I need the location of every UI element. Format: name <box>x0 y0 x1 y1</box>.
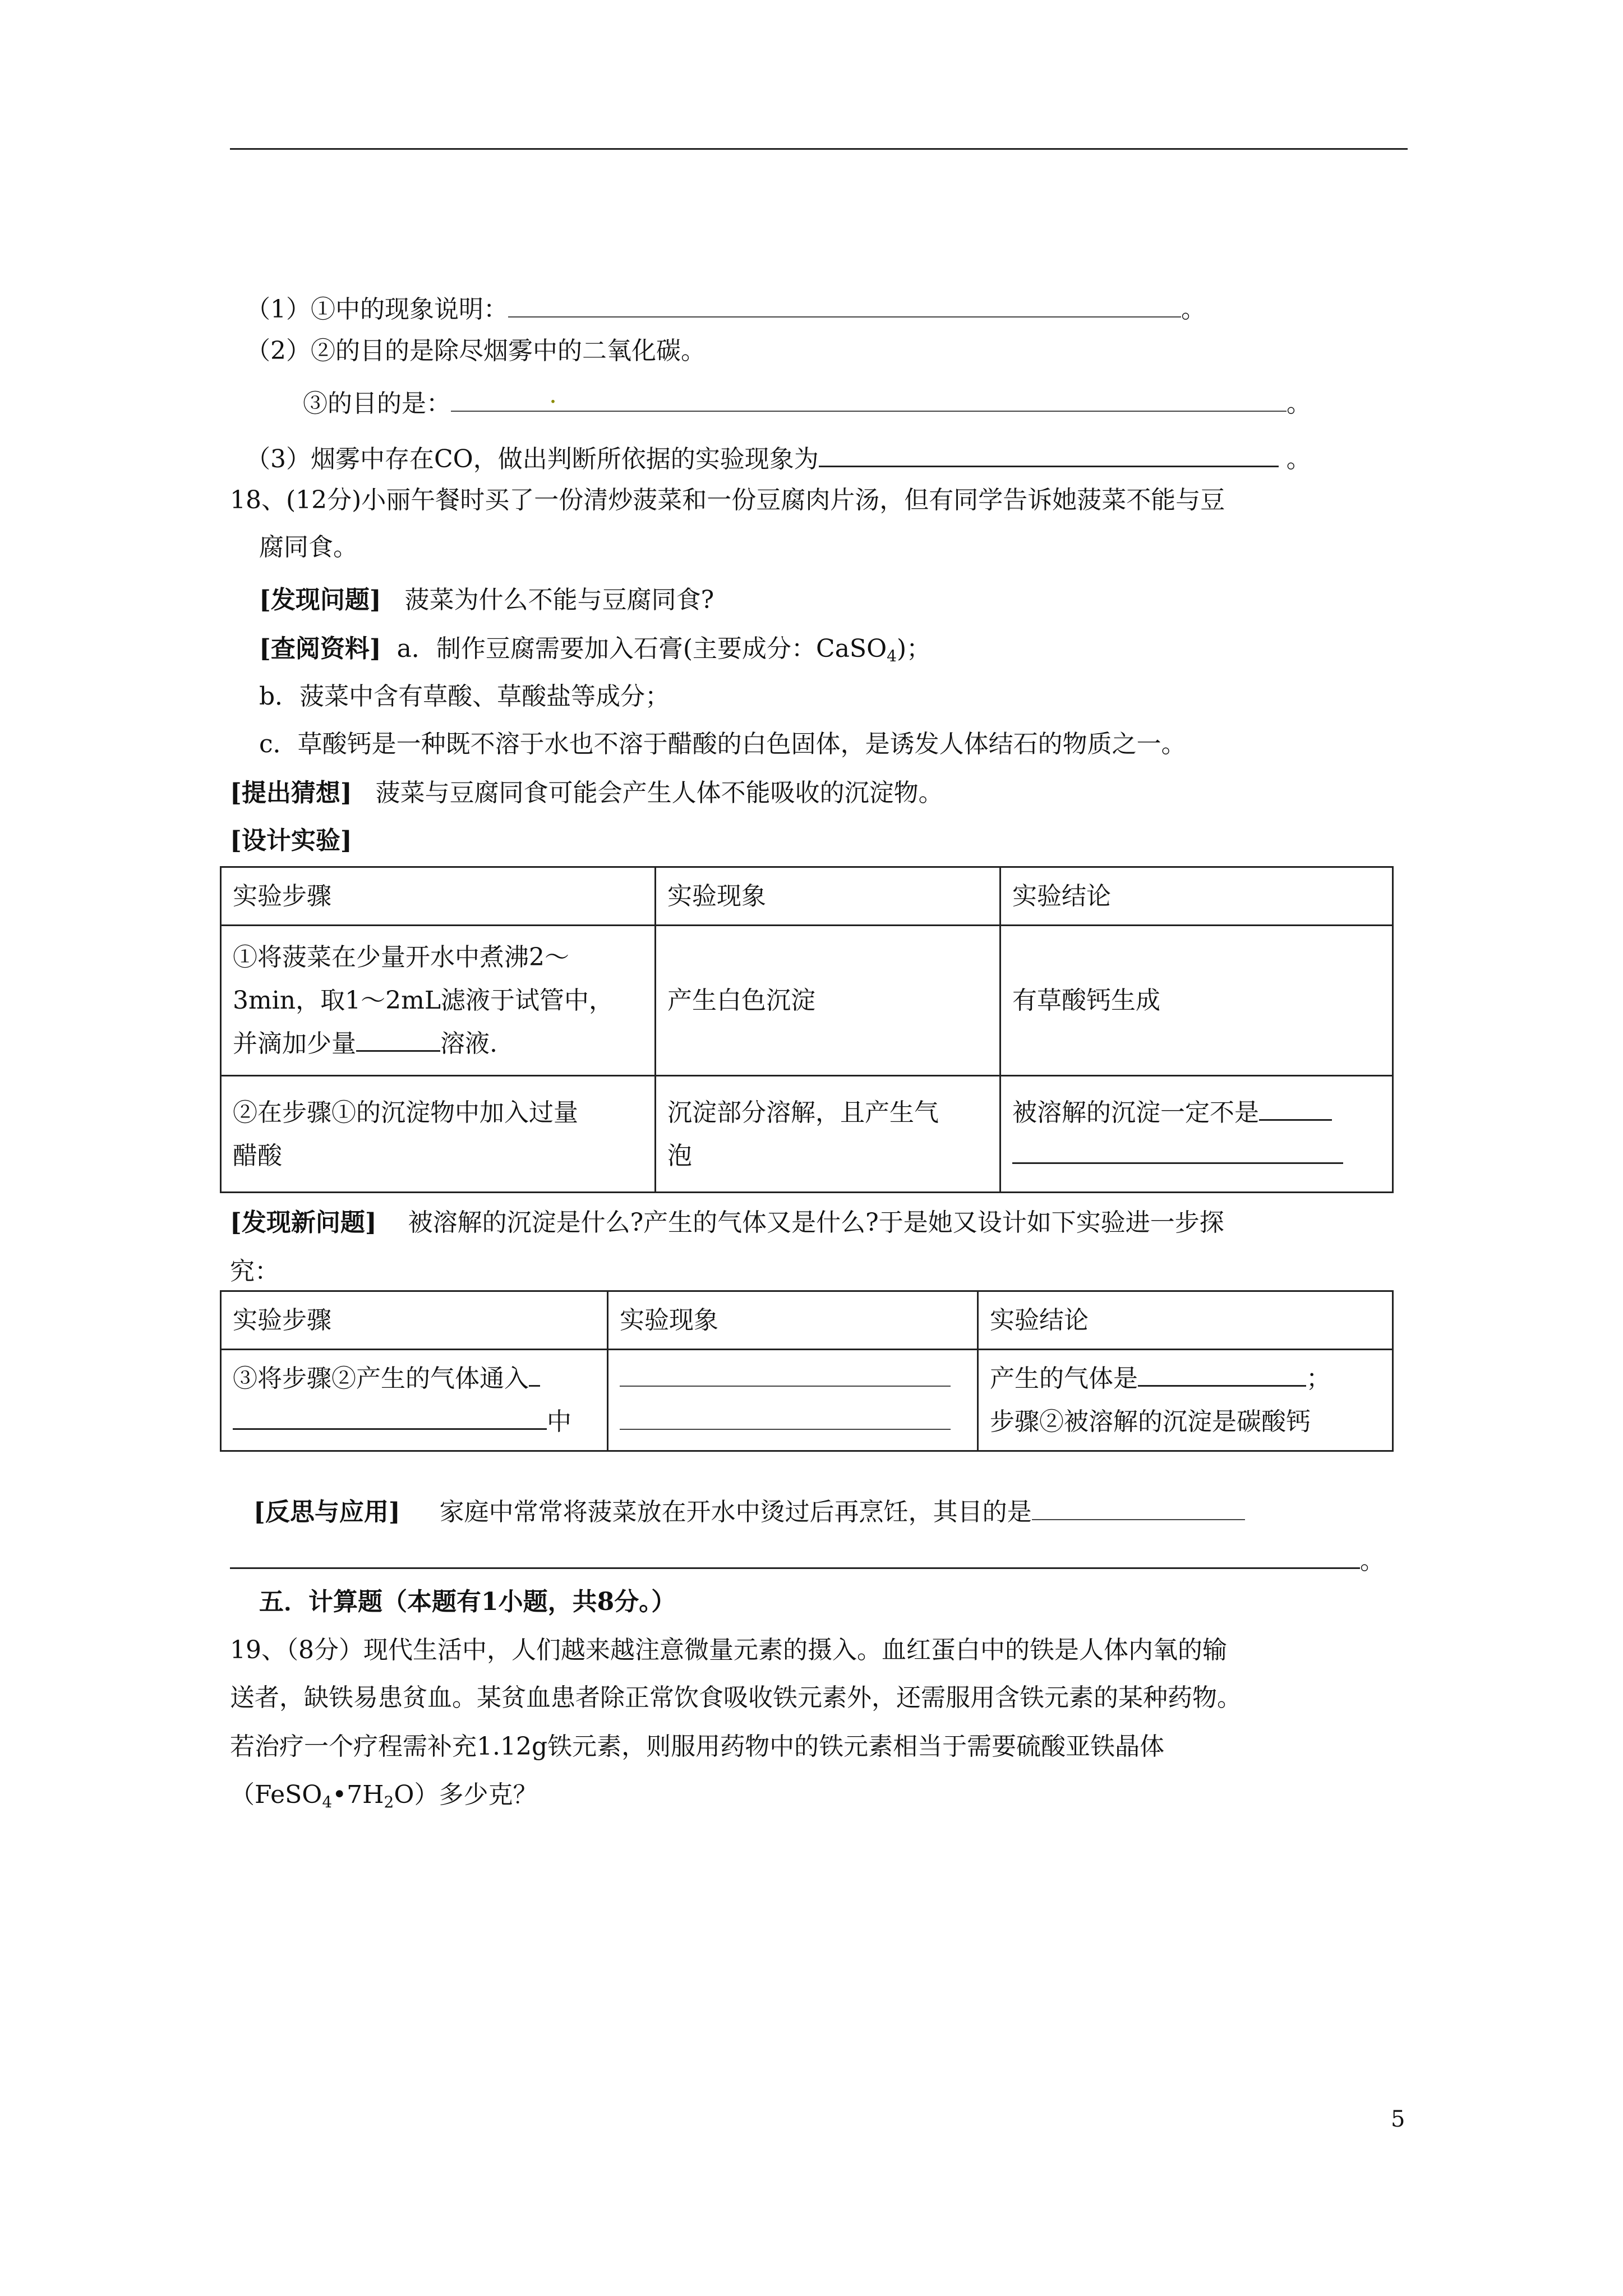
q18-intro-line1: 18、(12分)小丽午餐时买了一份清炒菠菜和一份豆腐肉片汤，但有同学告诉她菠菜不能与豆 <box>230 486 1225 514</box>
design-label: [设计实验] <box>230 826 352 855</box>
find-problem: [发现问题] 菠菜为什么不能与豆腐同食? <box>259 586 714 614</box>
new-problem-cont: 究： <box>230 1257 279 1286</box>
step-cell: ②在步骤①的沉淀物中加入过量 醋酸 <box>221 1076 656 1193</box>
answer-blank[interactable] <box>1032 1494 1245 1520</box>
q17-part3: （3）烟雾中存在CO，做出判断所依据的实验现象为 。 <box>246 441 1311 472</box>
step-cell: ③将步骤②产生的气体通入 中 <box>221 1350 608 1451</box>
answer-blank[interactable] <box>1138 1360 1306 1387</box>
q19-line4: $(FeSO_4•7H_2O)$多少克？ <box>230 1780 538 1811</box>
step-cell: ①将菠菜在少量开水中煮沸2～ 3min，取1～2mL滤液于试管中， 并滴加少量 溶液. <box>221 926 656 1076</box>
header-rule <box>230 148 1408 150</box>
phenomenon-cell: 沉淀部分溶解，且产生气 泡 <box>656 1076 1000 1193</box>
answer-blank[interactable] <box>233 1404 547 1430</box>
q19-line3: 若治疗一个疗程需补充1.12g铁元素，则服用药物中的铁元素相当于需要硫酸亚铁晶体 <box>230 1732 1165 1761</box>
answer-blank[interactable] <box>620 1404 951 1430</box>
lookup-b: b．菠菜中含有草酸、草酸盐等成分； <box>259 682 670 711</box>
answer-blank[interactable] <box>819 441 1279 467</box>
q17-part1: （1）①中的现象说明： 。 <box>246 292 1206 322</box>
page-number: 5 <box>1391 2106 1405 2132</box>
reflection: [反思与应用] 家庭中常常将菠菜放在开水中烫过后再烹饪，其目的是 <box>253 1494 1245 1525</box>
answer-blank[interactable] <box>356 1025 440 1052</box>
experiment-table-1 <box>220 866 1394 1193</box>
answer-blank[interactable] <box>1259 1094 1332 1121</box>
lookup-c: c．草酸钙是一种既不溶于水也不溶于醋酸的白色固体，是诱发人体结石的物质之一。 <box>259 730 1186 758</box>
answer-blank[interactable] <box>620 1361 951 1387</box>
answer-blank[interactable]: . <box>451 386 1287 412</box>
hypothesis: [提出猜想] 菠菜与豆腐同食可能会产生人体不能吸收的沉淀物。 <box>230 779 943 807</box>
new-problem: [发现新问题] 被溶解的沉淀是什么?产生的气体又是什么?于是她又设计如下实验进一步探 <box>230 1208 1224 1237</box>
table-row <box>221 1350 1393 1451</box>
conclusion-cell: 被溶解的沉淀一定不是 <box>1000 1076 1393 1193</box>
q17-part2b: ③的目的是： . 。 <box>303 380 1311 418</box>
lookup-a: [查阅资料] a．制作豆腐需要加入石膏(主要成分：CaSO$_4$)； <box>259 634 932 665</box>
q19-line2: 送者，缺铁易患贫血。某贫血患者除正常饮食吸收铁元素外，还需服用含铁元素的某种药物。 <box>230 1683 1242 1712</box>
q17-part2: （2）②的目的是除尽烟雾中的二氧化碳。 <box>246 337 706 365</box>
conclusion-cell: 产生的气体是 ； 步骤②被溶解的沉淀是碳酸钙 <box>978 1350 1393 1451</box>
table-row <box>221 1076 1393 1193</box>
table-header-row: 实验步骤 实验现象 实验结论 <box>221 867 1393 926</box>
answer-blank[interactable] <box>508 292 1181 318</box>
section-heading: 五．计算题（本题有1小题，共8分。） <box>259 1588 676 1616</box>
q18-intro-line2: 腐同食。 <box>259 533 358 562</box>
answer-blank[interactable] <box>230 1543 1360 1569</box>
table-header-row: 实验步骤 实验现象 实验结论 <box>221 1291 1393 1350</box>
q19-line1: 19、（8分）现代生活中，人们越来越注意微量元素的摄入。血红蛋白中的铁是人体内氧的输 <box>230 1636 1227 1664</box>
answer-blank[interactable] <box>1012 1138 1343 1164</box>
table-row: ①将菠菜在少量开水中煮沸2～ 3min，取1～2mL滤液于试管中， 并滴加少量 溶液. 产生白色沉淀 有草酸钙生成 <box>221 926 1393 1076</box>
answer-blank[interactable] <box>529 1360 540 1387</box>
reflection-cont: 。 <box>230 1543 1385 1573</box>
phenomenon-cell <box>608 1350 978 1451</box>
experiment-table-2 <box>220 1290 1394 1452</box>
